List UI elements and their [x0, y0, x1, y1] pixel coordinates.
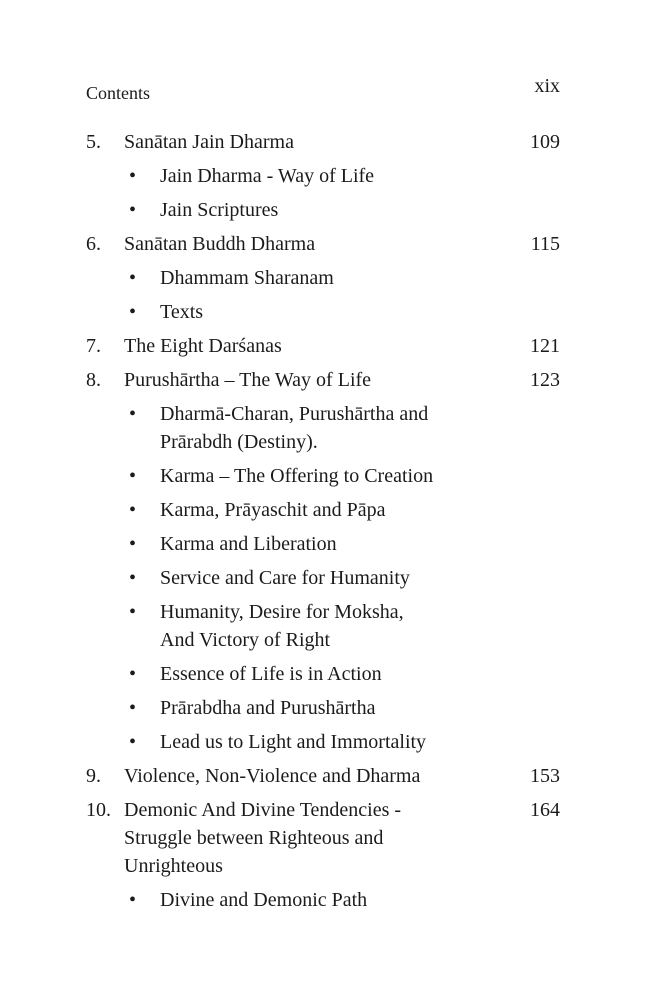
- toc-entry-title-row: [86, 230, 560, 258]
- subitem-text-line: Divine and Demonic Path: [160, 889, 368, 911]
- toc-subitem: [129, 598, 560, 654]
- subitem-text-line: Dhammam Sharanam: [160, 267, 334, 289]
- entry-page-number: 123: [530, 369, 560, 391]
- subitem-text: [160, 298, 560, 326]
- toc-subitem: [129, 564, 560, 592]
- subitem-text: [160, 162, 560, 190]
- subitem-text: [160, 196, 560, 224]
- toc-subitem: [129, 264, 560, 292]
- entry-title: [124, 128, 500, 156]
- page-content: [86, 75, 560, 920]
- subitem-text-line: Service and Care for Humanity: [160, 567, 410, 589]
- toc-subitem: [129, 530, 560, 558]
- entry-title-line: Violence, Non-Violence and Dharma: [124, 765, 421, 787]
- toc-entry: [86, 366, 560, 756]
- contents-heading: Contents: [86, 83, 151, 103]
- subitem-text-line: Jain Dharma - Way of Life: [160, 165, 375, 187]
- bullet-icon: •: [129, 199, 137, 221]
- toc-subitem: [129, 660, 560, 688]
- subitem-text-line: Humanity, Desire for Moksha,: [160, 601, 404, 623]
- subitem-text: [160, 564, 560, 592]
- subitem-text: [160, 462, 560, 490]
- entry-title-line: Sanātan Buddh Dharma: [124, 233, 316, 255]
- folio-page-number: xix: [534, 75, 560, 97]
- entry-page-number: 164: [530, 799, 560, 821]
- toc-entry: [86, 762, 560, 790]
- entry-number: 10.: [86, 799, 111, 821]
- entry-title-line: Struggle between Righteous and: [124, 827, 384, 849]
- subitem-text: [160, 264, 560, 292]
- entry-page-number: 121: [530, 335, 560, 357]
- subitem-text: [160, 400, 560, 456]
- subitem-text: [160, 496, 560, 524]
- entry-title-line: Demonic And Divine Tendencies -: [124, 799, 402, 821]
- bullet-icon: •: [129, 601, 137, 623]
- entry-title-line: Unrighteous: [124, 855, 223, 877]
- entry-title: [124, 366, 500, 394]
- toc-subitem: [129, 728, 560, 756]
- entry-title-line: The Eight Darśanas: [124, 335, 282, 357]
- bullet-icon: •: [129, 663, 137, 685]
- subitem-text: [160, 886, 560, 914]
- subitem-text-line: And Victory of Right: [160, 629, 331, 651]
- toc-entry-title-row: [86, 762, 560, 790]
- entry-page-number: 153: [530, 765, 560, 787]
- entry-number: 5.: [86, 131, 101, 153]
- bullet-icon: •: [129, 731, 137, 753]
- subitem-text-line: Karma, Prāyaschit and Pāpa: [160, 499, 386, 521]
- bullet-icon: •: [129, 165, 137, 187]
- entry-number: 6.: [86, 233, 101, 255]
- subitem-text-line: Essence of Life is in Action: [160, 663, 382, 685]
- toc-entry: [86, 332, 560, 360]
- entry-title: [124, 762, 500, 790]
- subitem-text-line: Karma – The Offering to Creation: [160, 465, 434, 487]
- toc-entry-title-row: [86, 332, 560, 360]
- toc-entry: [86, 230, 560, 326]
- entry-title: [124, 230, 500, 258]
- entry-number: 8.: [86, 369, 101, 391]
- toc-entry-title-row: [86, 366, 560, 394]
- toc-subitem: [129, 462, 560, 490]
- toc-list: [86, 128, 560, 914]
- entry-title: [124, 332, 500, 360]
- toc-subitem: [129, 400, 560, 456]
- bullet-icon: •: [129, 697, 137, 719]
- subitem-text-line: Texts: [160, 301, 204, 323]
- subitem-text: [160, 694, 560, 722]
- subitem-text: [160, 530, 560, 558]
- subitem-text-line: Dharmā-Charan, Purushārtha and: [160, 403, 429, 425]
- toc-subitem: [129, 298, 560, 326]
- entry-title-line: Purushārtha – The Way of Life: [124, 369, 372, 391]
- toc-subitem: [129, 496, 560, 524]
- entry-title-line: Sanātan Jain Dharma: [124, 131, 294, 153]
- toc-subitem: [129, 886, 560, 914]
- bullet-icon: •: [129, 889, 137, 911]
- bullet-icon: •: [129, 499, 137, 521]
- toc-entry: [86, 796, 560, 914]
- entry-number: 7.: [86, 335, 101, 357]
- bullet-icon: •: [129, 403, 137, 425]
- bullet-icon: •: [129, 567, 137, 589]
- subitem-text-line: Lead us to Light and Immortality: [160, 731, 427, 753]
- bullet-icon: •: [129, 267, 137, 289]
- bullet-icon: •: [129, 465, 137, 487]
- subitem-text-line: Prārabdh (Destiny).: [160, 431, 318, 453]
- toc-entry-title-row: [86, 796, 560, 880]
- entry-number: 9.: [86, 765, 101, 787]
- entry-title: [124, 796, 500, 880]
- toc-entry-title-row: [86, 128, 560, 156]
- subitem-text-line: Prārabdha and Purushārtha: [160, 697, 376, 719]
- toc-subitem: [129, 162, 560, 190]
- toc-subitem: [129, 196, 560, 224]
- subitem-text-line: Karma and Liberation: [160, 533, 337, 555]
- entry-page-number: 115: [530, 233, 560, 255]
- toc-entry: [86, 128, 560, 224]
- subitem-text: [160, 660, 560, 688]
- bullet-icon: •: [129, 301, 137, 323]
- toc-subitem: [129, 694, 560, 722]
- subitem-text-line: Jain Scriptures: [160, 199, 279, 221]
- subitem-text: [160, 598, 560, 654]
- subitem-text: [160, 728, 560, 756]
- page-header: [86, 75, 560, 104]
- bullet-icon: •: [129, 533, 137, 555]
- entry-page-number: 109: [530, 131, 560, 153]
